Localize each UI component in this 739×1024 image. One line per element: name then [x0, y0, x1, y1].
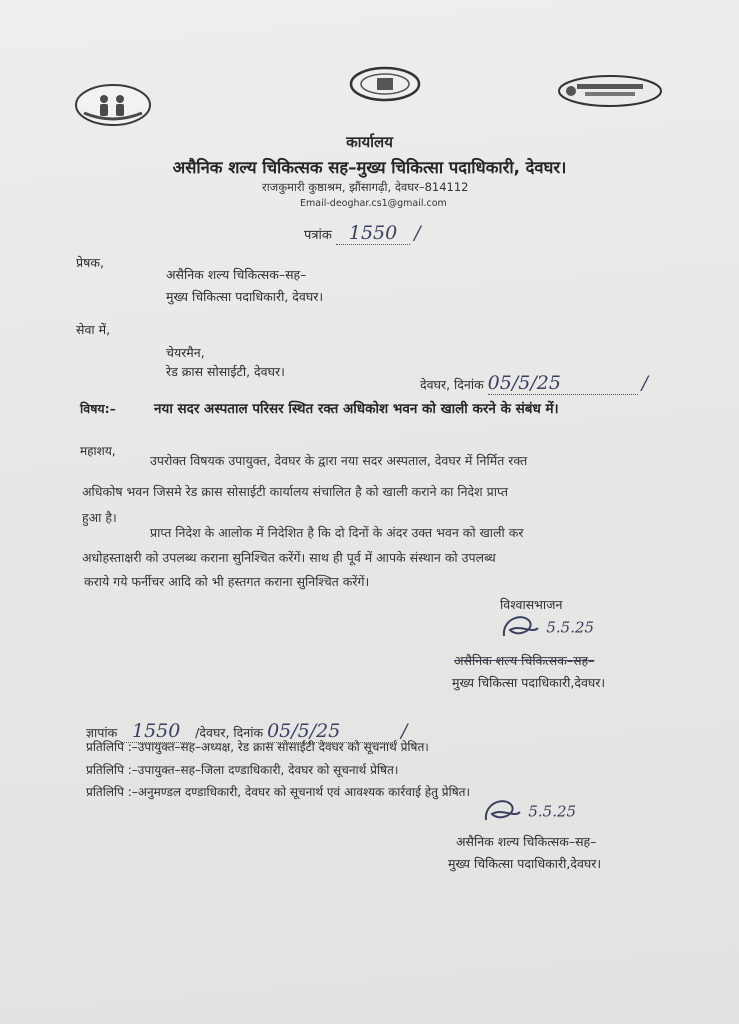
copy-ref-date: 05/5/25	[267, 720, 397, 743]
ref-number-row: पत्रांक 1550 /	[304, 222, 421, 244]
body-para1-line3: हुआ है।	[82, 510, 117, 525]
signature-2-scribble	[482, 796, 522, 826]
copy-ref-row: ज्ञापांक 1550 /देवघर, दिनांक 05/5/25 /	[86, 720, 408, 742]
body-para1-line1: उपरोक्त विषयक उपायुक्त, देवघर के द्वारा नया सदर अस्पताल, देवघर में निर्मित रक्त	[150, 453, 528, 468]
center-seal-logo	[349, 66, 421, 102]
signature-2-date: 5.5.25	[528, 802, 577, 821]
copy-ref-number: 1550	[121, 720, 191, 743]
body-para1-line2: अधिकोष भवन जिसमे रेड क्रास सोसाईटी कार्यालय संचालित है को खाली कराने का निदेश प्राप्त	[82, 484, 508, 499]
signature-1-date: 5.5.25	[546, 618, 595, 637]
body-para2-line3: कराये गये फर्नीचर आदि को भी हस्तगत कराना सुनिश्चित करेंगें।	[84, 574, 370, 589]
office-address: राजकुमारी कुष्ठाश्रम, झौंसागढ़ी, देवघर–814112	[262, 180, 469, 194]
body-para2-line1: प्राप्त निदेश के आलोक में निदेशित है कि दो दिनों के अंदर उक्त भवन को खाली कर	[150, 525, 524, 540]
right-scheme-logo	[557, 74, 663, 108]
copy-line-3: प्रतिलिपि :–अनुमण्डल दण्डाधिकारी, देवघर को सूचनार्थ एवं आवश्यक कार्रवाई हेतु प्रेषित।	[86, 785, 471, 799]
left-emblem-logo	[74, 83, 152, 127]
closing-designation-2: मुख्य चिकित्सा पदाधिकारी,देवघर।	[452, 675, 606, 690]
ref-number: 1550	[336, 222, 410, 245]
subject-text: नया सदर अस्पताल परिसर स्थित रक्त अधिकोश भवन को खाली करने के संबंध में।	[154, 401, 559, 417]
copy-ref-label: ज्ञापांक	[86, 725, 118, 740]
subject-label: विषय:–	[80, 401, 116, 416]
signature-1-scribble	[500, 612, 540, 642]
body-para2-line2: अधोहस्ताक्षरी को उपलब्ध कराना सुनिश्चित करेंगें। साथ ही पूर्व में आपके संस्थान को उपलब्ध	[82, 550, 496, 565]
signature-1	[500, 612, 594, 642]
ref-label: पत्रांक	[304, 228, 332, 243]
copy-ref-place-date-label: /देवघर, दिनांक	[195, 725, 264, 740]
yours-faithfully: विश्वासभाजन	[500, 597, 563, 612]
recipient-line-2: रेड क्रास सोसाईटी, देवघर।	[166, 364, 285, 379]
closing2-designation-1: असैनिक शल्य चिकित्सक–सह–	[456, 834, 597, 849]
letter-date: 05/5/25	[488, 372, 638, 395]
sender-line-1: असैनिक शल्य चिकित्सक–सह–	[166, 267, 307, 282]
office-email: Email-deoghar.cs1@gmail.com	[300, 198, 447, 209]
salutation: महाशय,	[80, 444, 116, 458]
copy-line-1: प्रतिलिपि :–उपायुक्त–सह–अध्यक्ष, रेड क्रास सोसाईटी देवघर को सूचनार्थ प्रेषित।	[86, 740, 429, 754]
recipient-line-1: चेयरमैन,	[166, 345, 205, 360]
sender-line-2: मुख्य चिकित्सा पदाधिकारी, देवघर।	[166, 289, 324, 304]
closing2-designation-2: मुख्य चिकित्सा पदाधिकारी,देवघर।	[448, 856, 602, 871]
date-label: देवघर, दिनांक	[420, 377, 484, 392]
office-title: असैनिक शल्य चिकित्सक सह–मुख्य चिकित्सा पदाधिकारी, देवघर।	[172, 158, 567, 177]
recipient-label: सेवा में,	[76, 322, 111, 337]
letter-date-row: देवघर, दिनांक 05/5/25 /	[420, 372, 649, 394]
sender-label: प्रेषक,	[76, 255, 104, 270]
copy-line-2: प्रतिलिपि :–उपायुक्त–सह–जिला दण्डाधिकारी, देवघर को सूचनार्थ प्रेषित।	[86, 763, 399, 777]
signature-2	[482, 796, 576, 826]
closing-designation-1: असैनिक शल्य चिकित्सक–सह–	[454, 653, 595, 668]
office-heading: कार्यालय	[346, 133, 393, 151]
